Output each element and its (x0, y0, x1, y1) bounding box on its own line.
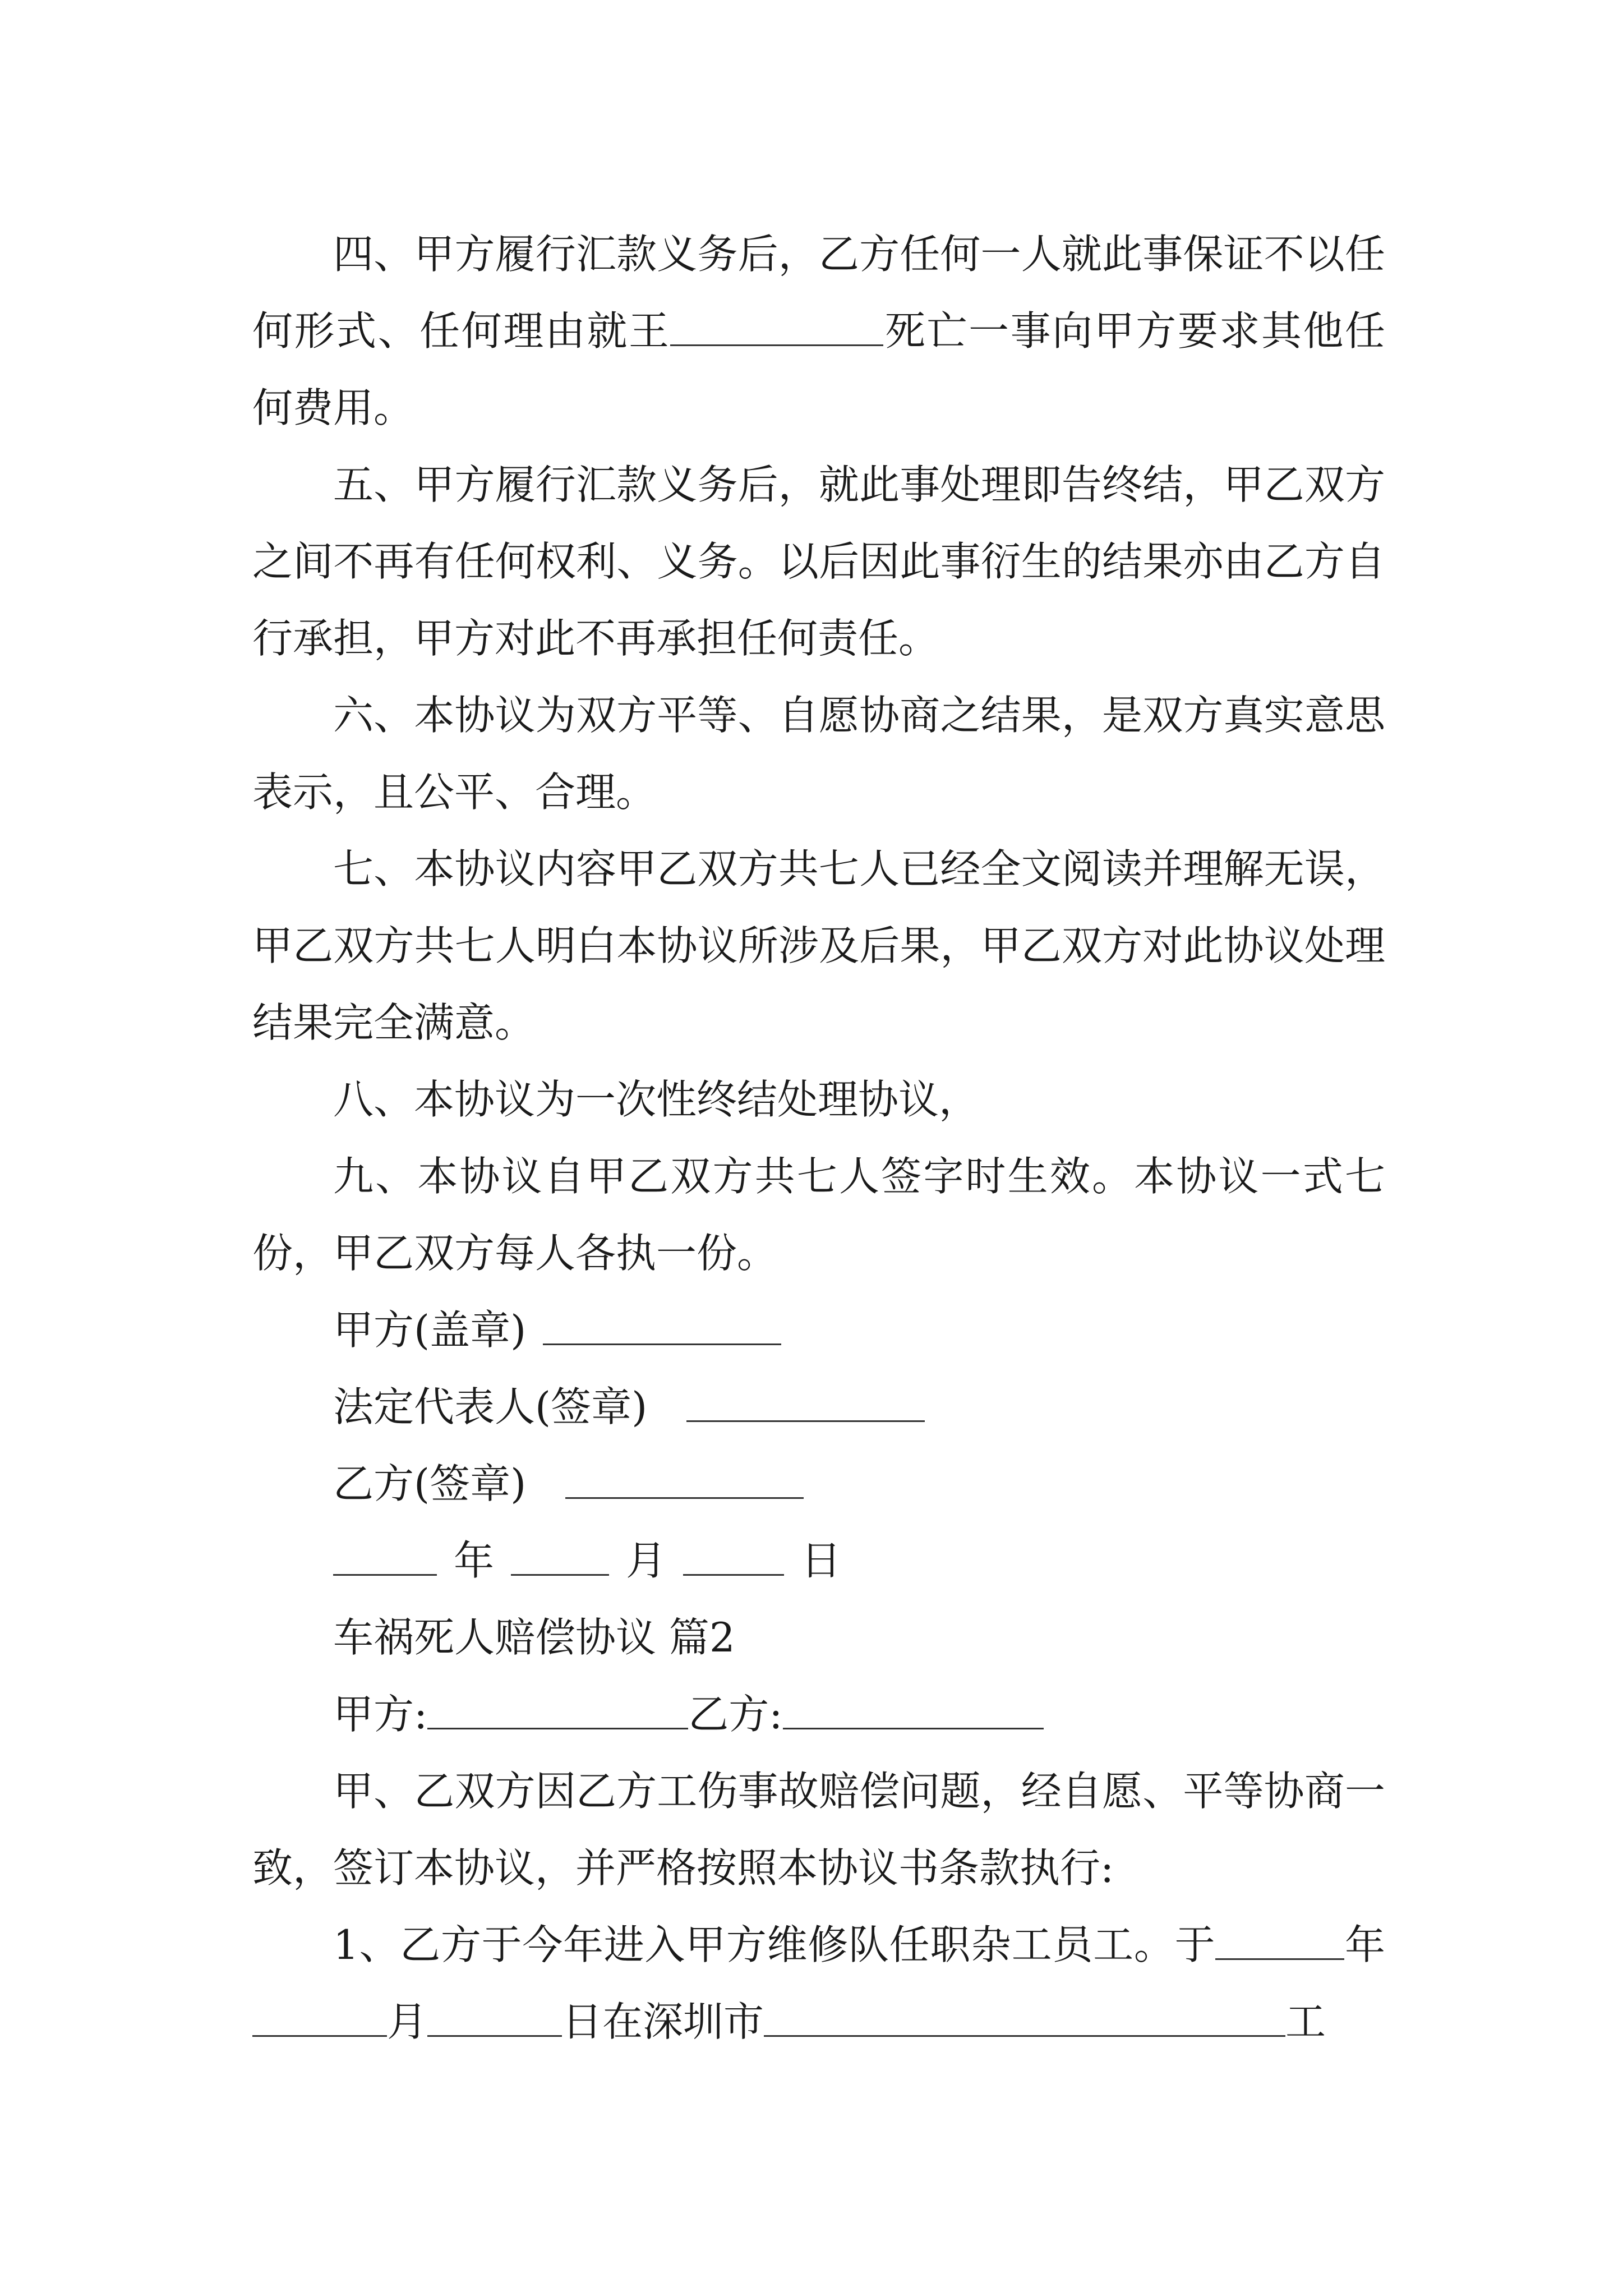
intro-paragraph: 甲、乙双方因乙方工伤事故赔偿问题，经自愿、平等协商一致，签订本协议，并严格按照本协议书条款执行: (252, 1768, 1385, 1892)
item1-blank-2 (252, 2035, 387, 2037)
item1-blank-1 (1215, 1958, 1344, 1960)
document-body (252, 216, 1385, 2060)
party-a-blank (427, 1727, 688, 1729)
year-blank (333, 1573, 437, 1576)
signature-party-b: 乙方(签章) (252, 1446, 1385, 1522)
date-line: 年 月 日 (252, 1522, 1385, 1599)
item-1: 1、乙方于今年进入甲方维修队任职杂工员工。于 年月 日在深圳市 工 (252, 1907, 1385, 2060)
name-blank (670, 344, 883, 346)
day-blank (683, 1573, 784, 1576)
signature-party-a: 甲方(盖章) (252, 1292, 1385, 1369)
month-blank (511, 1573, 609, 1576)
clause-9: 九、本协议自甲乙双方共七人签字时生效。本协议一式七份，甲乙双方每人各执一份。 (252, 1153, 1385, 1277)
party-b-blank (783, 1727, 1044, 1729)
signature-legal-rep: 法定代表人(签章) (252, 1369, 1385, 1446)
clause-6: 六、本协议为双方平等、自愿协商之结果，是双方真实意思表示，且公平、合理。 (252, 692, 1385, 816)
signature-blank-a (543, 1343, 781, 1345)
clause-5: 五、甲方履行汇款义务后，就此事处理即告终结，甲乙双方之间不再有任何权利、义务。以后因此事衍生的结果亦由乙方自行承担，甲方对此不再承担任何责任。 (252, 461, 1385, 662)
clause-8: 八、本协议为一次性终结处理协议， (333, 1076, 980, 1123)
section-title: 车祸死人赔偿协议 篇2 (333, 1614, 735, 1661)
item1-blank-4 (764, 2035, 1285, 2037)
clause-7: 七、本协议内容甲乙双方共七人已经全文阅读并理解无误，甲乙双方共七人明白本协议所涉及后果，甲乙双方对此协议处理结果完全满意。 (252, 845, 1385, 1046)
signature-blank-b (565, 1497, 804, 1499)
signature-blank-legal-rep (686, 1420, 925, 1422)
clause-4: 四、甲方履行汇款义务后，乙方任何一人就此事保证不以任何形式、任何理由就王 死亡一事向甲方要求其他任何费用。 (252, 231, 1385, 431)
item1-blank-3 (427, 2035, 562, 2037)
parties-line: 甲方: 乙方: (252, 1676, 1385, 1753)
